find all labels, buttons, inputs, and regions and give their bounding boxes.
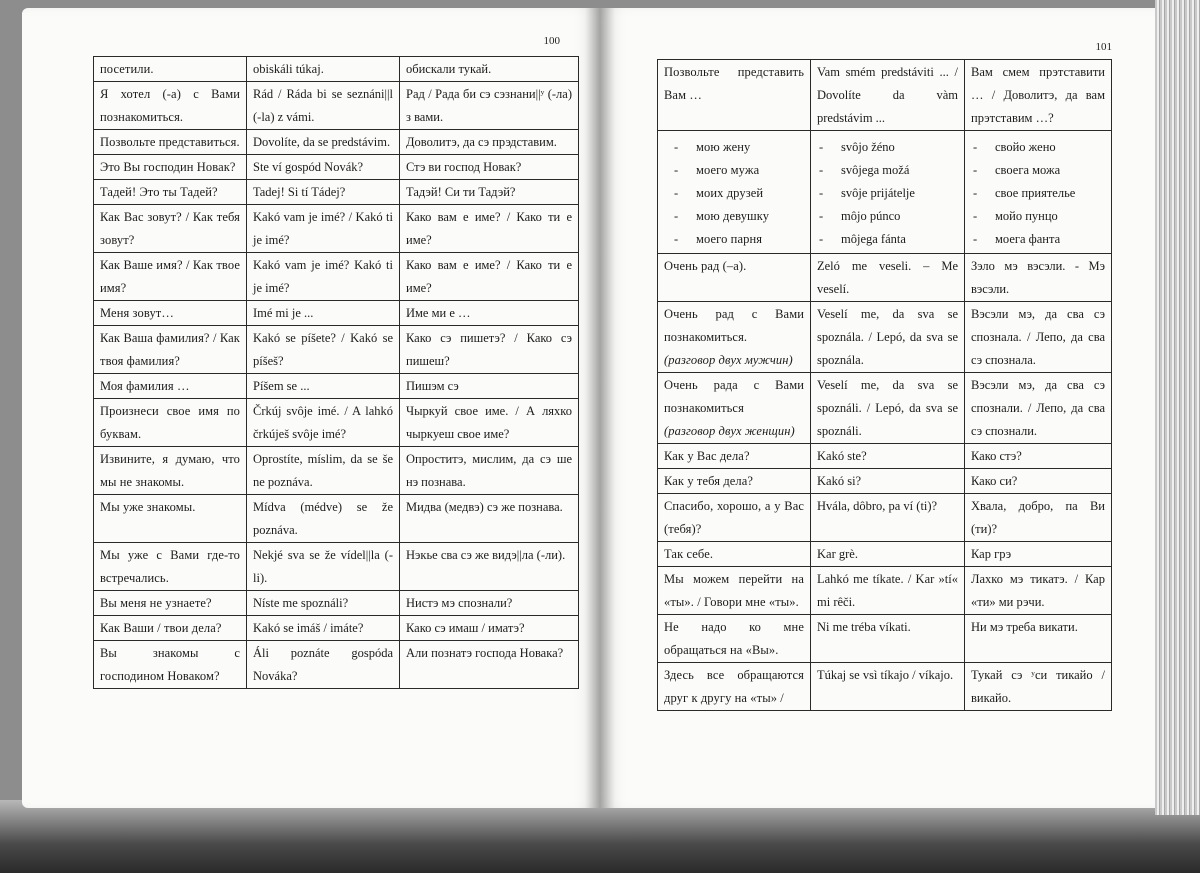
russian-cell bbox=[658, 302, 811, 373]
russian-text: Очень рада с Вами познакомиться bbox=[664, 378, 804, 415]
transcription-cell: Хвала, добро, па Ви (ти)? bbox=[965, 494, 1112, 542]
list-item: - môjega fánta bbox=[817, 228, 958, 251]
table-row bbox=[94, 130, 579, 155]
slovene-cell: Kakó vam je imé? / Kakó ti je imé? bbox=[247, 205, 400, 253]
russian-cell bbox=[658, 469, 811, 494]
option-list bbox=[664, 136, 804, 251]
russian-cell bbox=[658, 567, 811, 615]
russian-text: Тадей! Это ты Тадей? bbox=[100, 185, 218, 199]
slovene-cell: Tadej! Si tí Tádej? bbox=[247, 180, 400, 205]
slovene-cell: Kakó ste? bbox=[811, 444, 965, 469]
transcription-cell: Ни мэ треба викати. bbox=[965, 615, 1112, 663]
transcription-cell: обискали тукай. bbox=[400, 57, 579, 82]
russian-text: Очень рад (–а). bbox=[664, 259, 747, 273]
left-page bbox=[22, 8, 600, 808]
transcription-cell: Како вам е име? / Како ти е име? bbox=[400, 205, 579, 253]
russian-cell bbox=[94, 641, 247, 689]
russian-text: Как Ваша фамилия? / Как твоя фамилия? bbox=[100, 331, 240, 368]
table-row bbox=[658, 663, 1112, 711]
russian-text: Очень рад с Вами познакомиться. bbox=[664, 307, 804, 344]
russian-cell bbox=[94, 301, 247, 326]
table-row bbox=[94, 180, 579, 205]
table-row bbox=[658, 254, 1112, 302]
usage-note: (разговор двух мужчин) bbox=[664, 353, 793, 367]
table-row bbox=[658, 615, 1112, 663]
transcription-cell: Нистэ мэ спознали? bbox=[400, 591, 579, 616]
table-row bbox=[94, 155, 579, 180]
russian-cell bbox=[94, 253, 247, 301]
list-item: - мойо пунцо bbox=[971, 205, 1105, 228]
russian-text: Мы можем перейти на «ты». / Говори мне «ты». bbox=[664, 572, 804, 609]
table-row bbox=[94, 82, 579, 130]
list-item: - моего парня bbox=[664, 228, 804, 251]
russian-cell bbox=[94, 399, 247, 447]
phrase-table-body bbox=[658, 254, 1112, 711]
phrase-table-left bbox=[93, 56, 579, 689]
slovene-cell: Kar grè. bbox=[811, 542, 965, 567]
list-item: - моих друзей bbox=[664, 182, 804, 205]
slovene-cell: Zeló me veseli. – Me veselí. bbox=[811, 254, 965, 302]
russian-text: Как у Вас дела? bbox=[664, 449, 750, 463]
transcription-cell: Мидва (медвэ) сэ же познава. bbox=[400, 495, 579, 543]
slovene-cell: Áli poznáte gospóda Nováka? bbox=[247, 641, 400, 689]
transcription-cell: Како вам е име? / Како ти е име? bbox=[400, 253, 579, 301]
russian-cell bbox=[94, 130, 247, 155]
table-row bbox=[658, 567, 1112, 615]
table-row bbox=[94, 57, 579, 82]
option-list bbox=[971, 136, 1105, 251]
russian-text: Позвольте представиться. bbox=[100, 135, 240, 149]
table-row bbox=[658, 302, 1112, 373]
table-row bbox=[658, 494, 1112, 542]
slovene-cell: Ste ví gospód Novák? bbox=[247, 155, 400, 180]
table-row bbox=[94, 399, 579, 447]
transcription-cell: Кар грэ bbox=[965, 542, 1112, 567]
slovene-cell: Vam smém predstáviti ... / Dovolíte da vàm predstávim ... bbox=[811, 60, 965, 131]
transcription-cell: Зэло мэ вэсэли. - Мэ вэсэли. bbox=[965, 254, 1112, 302]
list-item: - мою жену bbox=[664, 136, 804, 159]
transcription-cell: Како си? bbox=[965, 469, 1112, 494]
transcription-cell: Како стэ? bbox=[965, 444, 1112, 469]
slovene-cell: Kakó se imáš / imáte? bbox=[247, 616, 400, 641]
slovene-cell: Mídva (médve) se že poznáva. bbox=[247, 495, 400, 543]
russian-cell bbox=[94, 326, 247, 374]
page-number: 101 bbox=[1095, 41, 1112, 53]
table-row bbox=[658, 542, 1112, 567]
slovene-cell: Imé mi je ... bbox=[247, 301, 400, 326]
russian-cell bbox=[94, 543, 247, 591]
russian-text: Мы уже знакомы. bbox=[100, 500, 196, 514]
slovene-cell: Dovolíte, da se predstávim. bbox=[247, 130, 400, 155]
russian-text: посетили. bbox=[100, 62, 154, 76]
slovene-cell: obiskáli túkaj. bbox=[247, 57, 400, 82]
table-row bbox=[658, 60, 1112, 131]
transcription-cell: Пишэм сэ bbox=[400, 374, 579, 399]
slovene-cell: Kakó se píšete? / Kakó se píšeš? bbox=[247, 326, 400, 374]
russian-cell bbox=[658, 542, 811, 567]
table-row bbox=[94, 205, 579, 253]
table-row bbox=[94, 616, 579, 641]
slovene-cell: Lahkó me tíkate. / Kar »tí« mi rêči. bbox=[811, 567, 965, 615]
list-item: - svôjo žéno bbox=[817, 136, 958, 159]
russian-text: Вы меня не узнаете? bbox=[100, 596, 212, 610]
russian-cell bbox=[94, 205, 247, 253]
list-item: - môjo púnco bbox=[817, 205, 958, 228]
option-list bbox=[817, 136, 958, 251]
transcription-cell: Вэсэли мэ, да сва сэ спознала. / Лепо, да сва сэ спознала. bbox=[965, 302, 1112, 373]
transcription-cell: Вам смем прэтставити … / Доволитэ, да вам прэтставим …? bbox=[965, 60, 1112, 131]
slovene-cell: Kakó si? bbox=[811, 469, 965, 494]
transcription-cell: Али познатэ господа Новака? bbox=[400, 641, 579, 689]
russian-cell bbox=[94, 374, 247, 399]
slovene-cell: Píšem se ... bbox=[247, 374, 400, 399]
transcription-cell: Како сэ имаш / иматэ? bbox=[400, 616, 579, 641]
russian-cell bbox=[658, 444, 811, 469]
russian-text: Здесь все обращаются друг к другу на «ты» / bbox=[664, 668, 804, 705]
russian-text: Не надо ко мне обращаться на «Вы». bbox=[664, 620, 804, 657]
slovene-cell: Kakó vam je imé? Kakó ti je imé? bbox=[247, 253, 400, 301]
list-item: - мою девушку bbox=[664, 205, 804, 228]
table-row bbox=[658, 469, 1112, 494]
usage-note: (разговор двух женщин) bbox=[664, 424, 795, 438]
russian-cell bbox=[658, 131, 811, 254]
slovene-cell: Rád / Ráda bi se seznáni||l (-la) z vámi. bbox=[247, 82, 400, 130]
russian-cell bbox=[94, 82, 247, 130]
table-row bbox=[94, 374, 579, 399]
book-page-edges bbox=[1155, 0, 1200, 815]
russian-cell bbox=[94, 180, 247, 205]
russian-text: Мы уже с Вами где-то встречались. bbox=[100, 548, 240, 585]
phrase-table-right bbox=[657, 59, 1112, 711]
list-item: - свое приятелье bbox=[971, 182, 1105, 205]
background-shadow bbox=[0, 800, 1200, 873]
list-item: - svôjega možá bbox=[817, 159, 958, 182]
list-item: - свойо жено bbox=[971, 136, 1105, 159]
transcription-cell: Рад / Рада би сэ сэзнани||ʸ (-ла) з вами. bbox=[400, 82, 579, 130]
russian-text: Это Вы господин Новак? bbox=[100, 160, 236, 174]
russian-cell bbox=[658, 494, 811, 542]
page-number: 100 bbox=[543, 35, 560, 47]
russian-text: Так себе. bbox=[664, 547, 714, 561]
slovene-cell bbox=[811, 131, 965, 254]
slovene-cell: Črkúj svôje imé. / A lahkó črkúješ svôje imé? bbox=[247, 399, 400, 447]
transcription-cell: Опроститэ, мислим, да сэ ше нэ познава. bbox=[400, 447, 579, 495]
table-row bbox=[94, 253, 579, 301]
phrase-table-body bbox=[94, 57, 579, 689]
russian-cell bbox=[658, 254, 811, 302]
russian-cell bbox=[94, 57, 247, 82]
russian-text: Спасибо, хорошо, а у Вас (тебя)? bbox=[664, 499, 804, 536]
russian-cell bbox=[94, 155, 247, 180]
slovene-cell: Nekjé sva se že vídel||la (-li). bbox=[247, 543, 400, 591]
russian-cell bbox=[94, 495, 247, 543]
russian-cell bbox=[94, 591, 247, 616]
table-row bbox=[94, 326, 579, 374]
right-page bbox=[600, 8, 1155, 808]
list-item: - моего мужа bbox=[664, 159, 804, 182]
russian-text: Моя фамилия … bbox=[100, 379, 190, 393]
transcription-cell: Тукай сэ ʸси тикайо / викайо. bbox=[965, 663, 1112, 711]
transcription-cell: Вэсэли мэ, да сва сэ спознали. / Лепо, да сва сэ спознали. bbox=[965, 373, 1112, 444]
table-row bbox=[658, 373, 1112, 444]
russian-text: Я хотел (-а) с Вами познакомиться. bbox=[100, 87, 240, 124]
transcription-cell: Како сэ пишетэ? / Како сэ пишеш? bbox=[400, 326, 579, 374]
russian-text: Извините, я думаю, что мы не знакомы. bbox=[100, 452, 240, 489]
book-spine-shadow bbox=[585, 8, 615, 808]
russian-cell: Позвольте представить Вам … bbox=[658, 60, 811, 131]
table-row bbox=[658, 131, 1112, 254]
transcription-cell: Нэкье сва сэ же видэ||ла (-ли). bbox=[400, 543, 579, 591]
russian-cell bbox=[658, 663, 811, 711]
russian-text: Как Ваши / твои дела? bbox=[100, 621, 222, 635]
slovene-cell: Níste me spoználi? bbox=[247, 591, 400, 616]
slovene-cell: Hvála, dôbro, pa ví (ti)? bbox=[811, 494, 965, 542]
list-item: - svôje prijátelje bbox=[817, 182, 958, 205]
russian-cell bbox=[658, 615, 811, 663]
transcription-cell bbox=[965, 131, 1112, 254]
slovene-cell: Veselí me, da sva se spoznála. / Lepó, da sva se spoznála. bbox=[811, 302, 965, 373]
slovene-cell: Ni me tréba víkati. bbox=[811, 615, 965, 663]
transcription-cell: Тадэй! Си ти Тадэй? bbox=[400, 180, 579, 205]
table-row bbox=[94, 495, 579, 543]
list-item: - своега можа bbox=[971, 159, 1105, 182]
transcription-cell: Чыркуй свое име. / А ляхко чыркуеш свое име? bbox=[400, 399, 579, 447]
transcription-cell: Доволитэ, да сэ прэдставим. bbox=[400, 130, 579, 155]
table-row bbox=[94, 447, 579, 495]
russian-text: Как у тебя дела? bbox=[664, 474, 754, 488]
russian-cell bbox=[94, 616, 247, 641]
russian-text: Произнеси свое имя по буквам. bbox=[100, 404, 240, 441]
russian-text: Как Ваше имя? / Как твое имя? bbox=[100, 258, 240, 295]
russian-text: Меня зовут… bbox=[100, 306, 174, 320]
slovene-cell: Túkaj se vsì tíkajo / víkajo. bbox=[811, 663, 965, 711]
russian-cell bbox=[658, 373, 811, 444]
table-row bbox=[94, 591, 579, 616]
russian-text: Вы знакомы с господином Новаком? bbox=[100, 646, 240, 683]
table-row bbox=[94, 641, 579, 689]
slovene-cell: Veselí me, da sva se spoználi. / Lepó, da sva se spoználi. bbox=[811, 373, 965, 444]
list-item: - моега фанта bbox=[971, 228, 1105, 251]
table-row bbox=[94, 543, 579, 591]
russian-text: Как Вас зовут? / Как тебя зовут? bbox=[100, 210, 240, 247]
russian-cell bbox=[94, 447, 247, 495]
transcription-cell: Име ми е … bbox=[400, 301, 579, 326]
table-row bbox=[94, 301, 579, 326]
table-row bbox=[658, 444, 1112, 469]
transcription-cell: Стэ ви господ Новак? bbox=[400, 155, 579, 180]
phrase-table-body bbox=[658, 60, 1112, 254]
slovene-cell: Oprostíte, míslim, da se še ne poznáva. bbox=[247, 447, 400, 495]
transcription-cell: Лахко мэ тикатэ. / Кар «ти» ми рэчи. bbox=[965, 567, 1112, 615]
